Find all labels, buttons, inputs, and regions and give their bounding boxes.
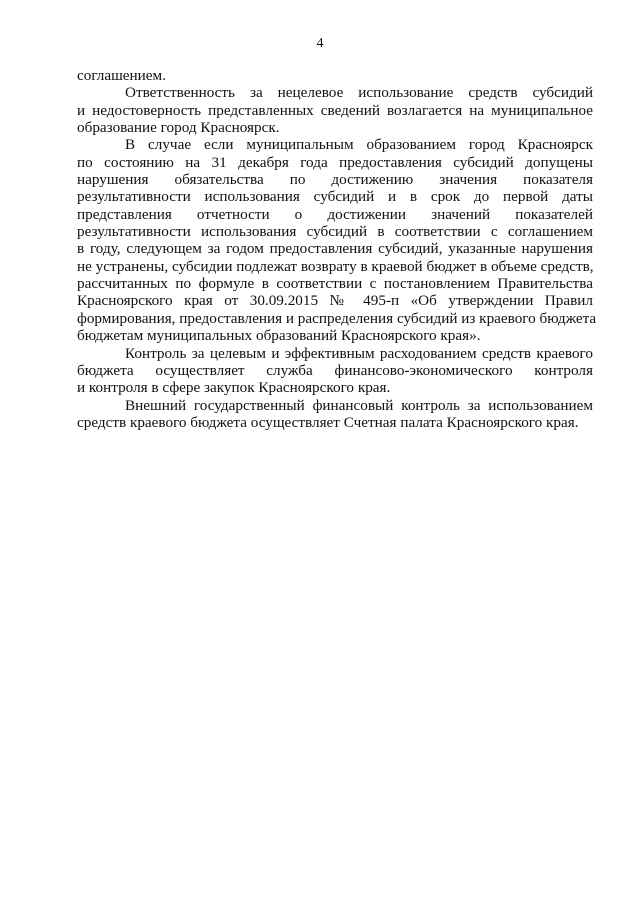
text-line: результативности использования субсидий в соответствии с соглашением bbox=[77, 223, 593, 241]
text-line: и контроля в сфере закупок Красноярского края. bbox=[77, 379, 391, 397]
text-line: представления отчетности о достижении значений показателей bbox=[77, 205, 593, 223]
text-line: Красноярского края от 30.09.2015 № 495-п «Об утверждении Правил bbox=[77, 292, 593, 310]
text-line: Ответственность за нецелевое использование средств субсидий bbox=[125, 84, 593, 102]
text-line: результативности использования субсидий и в срок до первой даты bbox=[77, 188, 593, 206]
text-line: Внешний государственный финансовый контроль за использованием bbox=[125, 396, 593, 414]
text-line: Контроль за целевым и эффективным расходованием средств краевого bbox=[125, 344, 593, 362]
text-line: бюджетам муниципальных образований Красноярского края». bbox=[77, 327, 481, 345]
text-line: в году, следующем за годом предоставления субсидий, указанные нарушения bbox=[77, 240, 593, 258]
text-line: и недостоверность представленных сведений возлагается на муниципальное bbox=[77, 101, 593, 119]
text-line: средств краевого бюджета осуществляет Счетная палата Красноярского края. bbox=[77, 413, 579, 431]
text-line: соглашением. bbox=[77, 67, 166, 84]
text-line: В случае если муниципальным образованием город Красноярск bbox=[125, 136, 593, 154]
text-line: бюджета осуществляет служба финансово-экономического контроля bbox=[77, 361, 593, 379]
text-line: по состоянию на 31 декабря года предоставления субсидий допущены bbox=[77, 153, 593, 171]
text-line: рассчитанных по формуле в соответствии с постановлением Правительства bbox=[77, 275, 593, 293]
page-number: 4 bbox=[316, 36, 324, 51]
text-line: формирования, предоставления и распределения субсидий из краевого бюджета bbox=[77, 309, 597, 327]
text-line: образование город Красноярск. bbox=[77, 119, 280, 137]
document-body bbox=[77, 67, 597, 431]
text-line: нарушения обязательства по достижению значения показателя bbox=[77, 171, 593, 189]
text-line: не устранены, субсидии подлежат возврату в краевой бюджет в объеме средств, bbox=[77, 257, 594, 275]
